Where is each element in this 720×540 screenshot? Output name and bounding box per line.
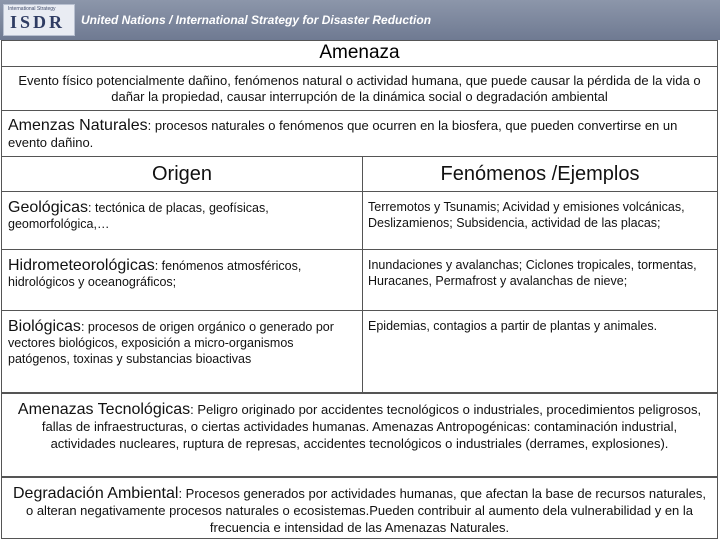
natural-hazards-text — [8, 117, 711, 151]
environmental-degradation-text — [8, 485, 711, 536]
top-banner — [0, 0, 720, 40]
environmental-degradation-box — [1, 477, 718, 539]
isdr-logo — [3, 4, 75, 36]
column-header-origin: Origen — [151, 163, 213, 185]
table-row — [1, 311, 718, 393]
logo-text: ISDR — [10, 12, 66, 32]
table-row — [1, 250, 718, 311]
origin-cell — [8, 258, 356, 290]
origin-desc: : procesos de origen orgánico o generado por vectores biológicos, exposición a micro-organismos patógenos, toxinas y substancias bioactivas — [8, 320, 334, 366]
origin-desc: : fenómenos atmosféricos, hidrológicos y oceanográficos; — [8, 259, 302, 289]
page-title: Amenaza — [319, 42, 400, 63]
examples-cell: Terremotos y Tsunamis; Acividad y emisiones volcánicas, Deslizamienos; Subsidencia, actividad de las placas; — [368, 200, 685, 230]
examples-cell: Epidemias, contagios a partir de plantas y animales. — [368, 319, 658, 333]
technological-hazards-desc: : Peligro originado por accidentes tecnológicos o industriales, procedimientos peligrosos, fallas de infraestructuras, o ciertas actividades humanas. Amenazas Antropogénicas: contaminación industrial, actividades nucleares, ruptura de represas, accidentes tecnológicos o industriales (derrames, explosiones). — [41, 402, 702, 451]
title-box — [1, 40, 718, 66]
technological-hazards-lead: Amenazas Tecnológicas — [17, 401, 191, 418]
technological-hazards-text — [8, 401, 711, 452]
banner-title: United Nations / International Strategy for Disaster Reduction — [81, 13, 432, 27]
definition-text: Evento físico potencialmente dañino, fenómenos natural o actividad humana, que puede causar la pérdida de la vida o dañar la propiedad, causar interrupción de la dinámica social o degradación ambiental — [18, 73, 701, 104]
environmental-degradation-desc: : Procesos generados por actividades humanas, que afectan la base de recursos naturales, o alteran negativamente procesos naturales o ecosistemas.Pueden contribuir al aumento dela vulnerabilidad y en la frecuencia e intensidad de las Amenazas Naturales. — [25, 486, 706, 535]
origin-lead: Biológicas — [8, 318, 81, 335]
column-divider — [362, 311, 363, 392]
table-header — [1, 157, 718, 192]
origin-cell — [8, 319, 356, 367]
column-divider — [362, 250, 363, 310]
logo-caption: International Strategy — [8, 6, 56, 12]
technological-hazards-box — [1, 393, 718, 477]
definition-box — [1, 66, 718, 111]
environmental-degradation-lead: Degradación Ambiental — [13, 485, 179, 502]
column-header-phenomena: Fenómenos /Ejemplos — [362, 157, 717, 191]
natural-hazards-box — [1, 111, 718, 157]
origin-cell — [8, 200, 356, 232]
origin-lead: Hidrometeorológicas — [8, 257, 155, 274]
origin-desc: : tectónica de placas, geofísicas, geomorfológica,… — [8, 201, 269, 231]
natural-hazards-desc: : procesos naturales o fenómenos que ocurren en la biosfera, que pueden convertirse en un evento dañino. — [8, 118, 678, 150]
origin-lead: Geológicas — [8, 199, 89, 216]
table-row — [1, 192, 718, 250]
column-divider — [362, 192, 363, 249]
examples-cell: Inundaciones y avalanchas; Ciclones tropicales, tormentas, Huracanes, Permafrost y avalanchas de nieve; — [368, 258, 697, 288]
natural-hazards-lead: Amenzas Naturales — [8, 117, 148, 134]
